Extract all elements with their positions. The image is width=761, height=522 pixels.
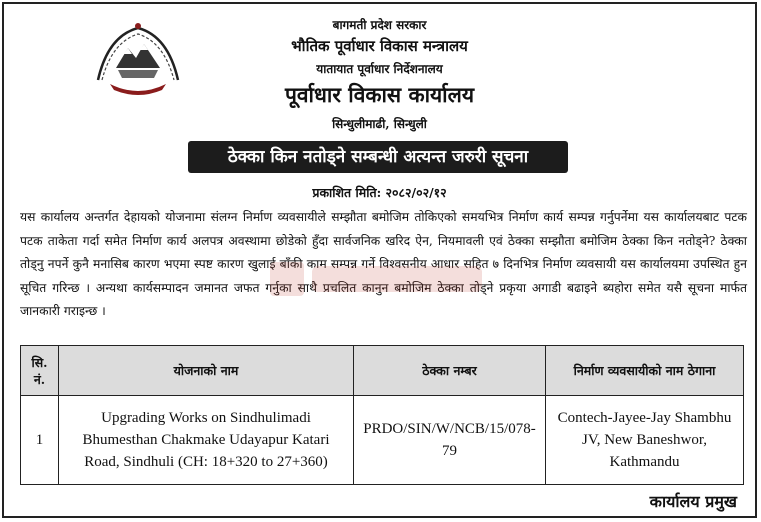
row-contract-no: PRDO/SIN/W/NCB/15/078-79 bbox=[354, 396, 546, 485]
notice-title: ठेक्का किन नतोड्ने सम्बन्धी अत्यन्त जरुरी सूचना bbox=[188, 141, 568, 173]
contract-table bbox=[20, 345, 744, 485]
office-name: पूर्वाधार विकास कार्यालय bbox=[284, 82, 475, 107]
table-row bbox=[21, 396, 744, 485]
signature-office-chief: कार्यालय प्रमुख bbox=[649, 492, 737, 511]
notice-body: यस कार्यालय अन्तर्गत देहायको योजनामा संलग्न निर्माण व्यवसायीले सम्झौता बमोजिम तोकिएको समयभित्र निर्माण कार्य सम्पन्न गर्नुपर्नेमा यस कार्यालयबाट पटक पटक ताकेता गर्दा समेत निर्माण कार्य अलपत्र अवस्थामा छोडेको हुँदा सार्वजनिक खरिद ऐन, नियमावली एवं ठेक्का सम्झौता बमोजिम ठेक्का किन नतोड्ने? ठेक्का तोड्नु नपर्ने कुनै मनासिब कारण भएमा स्पष्ट कारण खुलाई बाँकी काम सम्पन्न गर्ने विश्वसनीय आधार सहित ७ दिनभित्र निर्माण व्यवसायी यस कार्यालयमा उपस्थित हुन सूचित गरिन्छ । अन्यथा कार्यसम्पादन जमानत जफत गर्नुका साथै प्रचलित कानुन बमोजिम ठेक्का तोड्ने प्रकृया अगाडी बढाइने ब्यहोरा समेत यसै सूचना मार्फत जानकारी गराइन्छ । bbox=[20, 210, 747, 319]
table-header-row bbox=[21, 346, 744, 396]
ministry-name: भौतिक पूर्वाधार विकास मन्त्रालय bbox=[291, 37, 468, 55]
header-sn: सि. नं. bbox=[21, 346, 59, 396]
row-contractor: Contech-Jayee-Jay Shambhu JV, New Baneshwor, Kathmandu bbox=[546, 396, 744, 485]
published-date: प्रकाशित मिति: २०८२/०२/१२ bbox=[312, 185, 447, 200]
directorate-name: यातायात पूर्वाधार निर्देशनालय bbox=[316, 62, 443, 76]
header-contract-no: ठेक्का नम्बर bbox=[354, 346, 546, 396]
office-location: सिन्धुलीमाढी, सिन्धुली bbox=[332, 117, 427, 131]
row-project: Upgrading Works on Sindhulimadi Bhumesthan Chakmake Udayapur Katari Road, Sindhuli (CH: 18+320 to 27+360) bbox=[59, 396, 354, 485]
header-project: योजनाको नाम bbox=[59, 346, 354, 396]
header-contractor: निर्माण व्यवसायीको नाम ठेगाना bbox=[546, 346, 744, 396]
notice-document bbox=[2, 2, 757, 518]
province-government: बागमती प्रदेश सरकार bbox=[332, 18, 427, 32]
row-sn: 1 bbox=[21, 396, 59, 485]
